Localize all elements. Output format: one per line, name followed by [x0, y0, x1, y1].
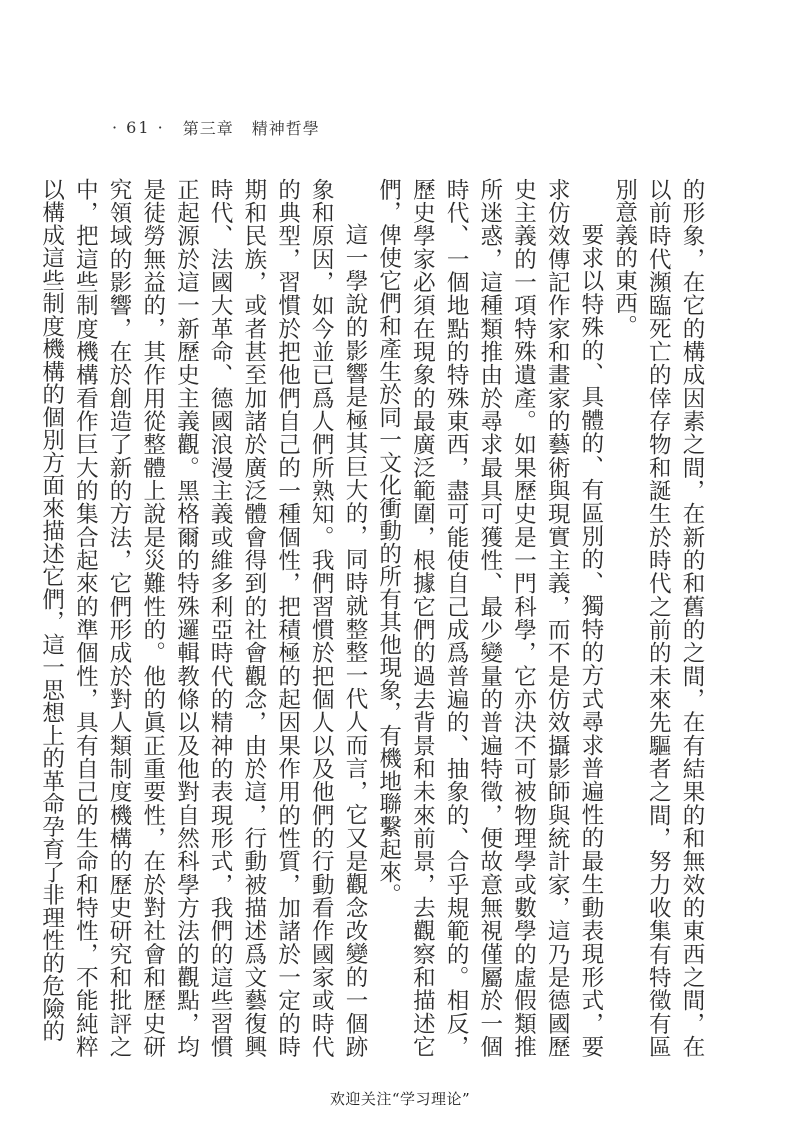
paragraph-3: 這一學說的影響是極其巨大的，同時就整整一代人而言，它又是觀念改變的一個跡象和原因，如今並已爲人們所熟知。我們習慣於把個人以及他們的行動看作國家或時代的典型，習慣於把他們自己的一種個性，把積極的起因果作用的性質，加諸於一定的時期和民族，或者甚至加諸於廣泛體會得到的社會觀念，由於這，行動被描述爲文藝復興時代、法國大革命、德國浪漫主義或維多利亞時代的精神的表現形式，我們的這些習慣正起源於這一新歷史主義觀。黑格爾的特殊邏輯教條以及他對自然科學方法的觀點，均是徒勞無益的，其作用從整體上說是災難性的。他的眞正重要性，在於對社會和歷史研究領域的影響，在於創造了新的方法，它們形成於對人類制度機構的歷史研究和批評之中，把這些制度機構看作巨大的集合起來的準個性，具有自己的生命和特性，不能純粹以構成這些制度機構的個別方面來描述它們，這一思想上的革命孕育了非理性的危險的: [38, 178, 368, 1058]
body-text: [38, 178, 708, 1058]
paragraph-2: 要求以特殊的、具體的、有區別的、獨特的方式尋求普遍性的最生動表現形式，要求仿效傳記作家和畫家的藝術與現實主義，而不是仿效攝影師與統計家，這乃是德國歷史主義的一項特殊遺產。如果歷史是一門科學，它亦決不可被物理學或數學的虛假類推所迷惑，這種類推由於尋求最具可獲性、最少變量的普遍特徵，便故意無視僅屬於一個時代、一個地點的特殊東西，盡可能使自己成爲普遍的、抽象的、合乎規範的。相反，歷史學家必須在現象的最廣泛範圍，根據它們的過去背景和未來前景，去觀察和描述它們，俾使它們和產生於同一文化衝動的所有其他現象，有機地聯繫起來。: [375, 178, 604, 1058]
running-header: [112, 116, 320, 139]
footer-watermark: 欢迎关注“学习理论”: [329, 1090, 471, 1108]
section-title: 精神哲學: [251, 119, 320, 138]
page-number: · 61 ·: [112, 118, 165, 137]
chapter-label: 第三章: [182, 119, 234, 138]
paragraph-1: 的形象，在它的構成因素之間，在新的和舊的之間，在有結果的和無效的東西之間，在以前時代瀕臨死亡的倖存物和誕生於時代之前的未來先驅者之間，努力收集有特徵有區別意義的東西。: [611, 178, 705, 1058]
